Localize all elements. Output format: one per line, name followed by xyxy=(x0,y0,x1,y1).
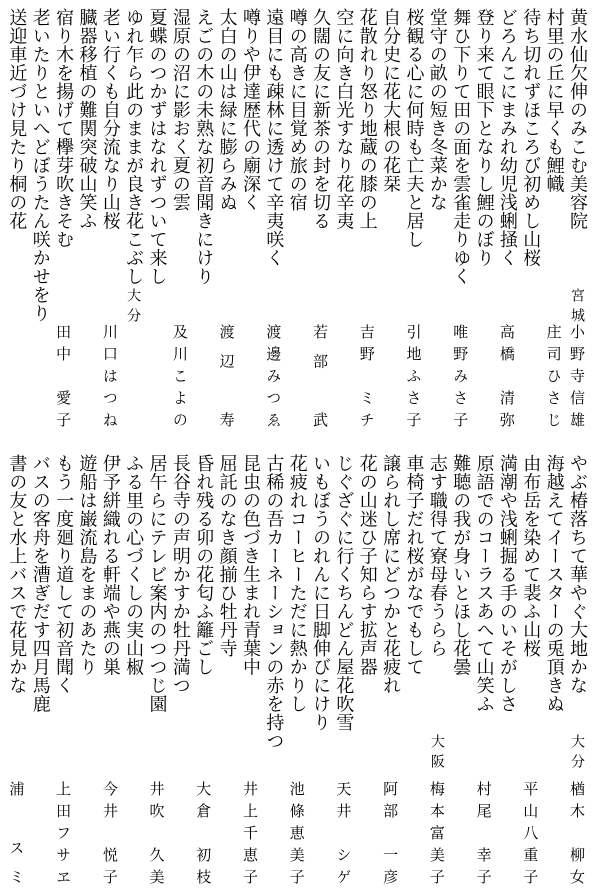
haiku-column xyxy=(101,454,124,886)
author-name: 引地ふさ子 xyxy=(404,324,423,429)
author-name: 浦 スミ xyxy=(7,781,26,886)
haiku-column xyxy=(569,8,592,429)
haiku-text: 花散れり怒り地蔵の膝の上 xyxy=(356,8,378,230)
haiku-column xyxy=(335,8,358,429)
haiku-text: 昏れ残る卯の花匂ふ籬ごし xyxy=(193,454,215,676)
haiku-column xyxy=(335,454,358,886)
haiku-column xyxy=(522,454,545,886)
haiku-text: 原語でのコーラスあへて山笑ふ xyxy=(473,454,495,713)
haiku-text: 満潮や浅蜊掘る手のいそがしさ xyxy=(496,454,518,713)
haiku-text: 臓器移植の難関突破山笑ふ xyxy=(76,8,98,230)
haiku-column xyxy=(31,8,54,429)
haiku-block-bottom xyxy=(8,454,592,886)
haiku-text: 由布岳を染めて裴ふ山桜 xyxy=(520,454,542,658)
haiku-text: 送迎車近づけ見たり桐の花 xyxy=(6,8,28,230)
haiku-column xyxy=(288,454,311,886)
haiku-column xyxy=(382,8,405,429)
haiku-text: ふる里の心づくしの実山椒 xyxy=(123,454,145,676)
haiku-column xyxy=(169,454,195,886)
haiku-text: ゆれ乍ら此のままが良き花こぶし xyxy=(123,8,145,286)
haiku-column xyxy=(569,454,592,886)
author-name: 阿部 一彦 xyxy=(381,781,400,886)
haiku-text: 湿原の沼に影おく夏の雲 xyxy=(169,8,191,212)
author-name: 池條恵美子 xyxy=(287,781,306,886)
haiku-text: どろんこにまみれ幼児浅蜊掻く xyxy=(496,8,518,267)
haiku-column xyxy=(545,8,568,429)
prefecture-label: 大分 xyxy=(125,288,142,328)
haiku-column xyxy=(496,454,522,886)
haiku-column xyxy=(452,454,475,886)
haiku-text: 長谷寺の声明かすか牡丹満つ xyxy=(169,454,191,695)
haiku-column xyxy=(8,8,31,429)
haiku-text: 黄水仙欠伸のみこむ美容院 xyxy=(567,8,588,230)
author-name: 庄司ひさじ xyxy=(544,324,563,429)
prefecture-label: 大分 xyxy=(569,734,585,774)
haiku-column xyxy=(312,454,335,886)
haiku-column xyxy=(125,8,148,429)
haiku-text: 譲られし席にどつかと花疲れ xyxy=(380,454,402,695)
haiku-text: 老い行くも自分流なり山桜 xyxy=(99,8,121,230)
haiku-text: 居午らにテレビ案内のつつじ園 xyxy=(146,454,168,713)
haiku-column xyxy=(265,8,288,429)
haiku-text: じぐざぐに行くちんどん屋花吹雪 xyxy=(333,454,355,732)
author-name: 田中 愛子 xyxy=(54,324,73,429)
prefecture-label: 宮城 xyxy=(569,288,585,328)
haiku-column xyxy=(78,454,101,886)
haiku-column xyxy=(265,454,288,886)
haiku-text: バスの客舟を漕ぎだす四月馬鹿 xyxy=(29,454,51,713)
haiku-text: 村里の丘に早くも鯉幟 xyxy=(543,8,565,193)
haiku-column xyxy=(382,454,405,886)
haiku-text: いもぼうのれんに日脚伸びにけり xyxy=(310,454,332,732)
haiku-text: 古稀の吾カーネーションの赤を持つ xyxy=(263,454,285,750)
haiku-column xyxy=(218,454,241,886)
haiku-text: 遊船は巌流島をまのあたり xyxy=(76,454,98,676)
haiku-column xyxy=(169,8,195,429)
haiku-column xyxy=(55,8,78,429)
haiku-text: 屈託のなき顔揃ひ牡丹寺 xyxy=(216,454,238,658)
haiku-text: 伊予絣織れる軒端や燕の巣 xyxy=(99,454,121,676)
author-name: 及川こよの xyxy=(170,324,189,429)
haiku-text: 昆虫の色づき生まれ青葉中 xyxy=(239,454,261,676)
author-name: 平山八重子 xyxy=(521,781,540,886)
haiku-text: 志す職得て寮母春うらら xyxy=(426,454,448,658)
haiku-column xyxy=(545,454,568,886)
haiku-column xyxy=(101,8,124,429)
haiku-column xyxy=(195,454,218,886)
author-name: 渡辺 寿 xyxy=(217,324,236,429)
author-name: 川口はつね xyxy=(100,324,119,429)
haiku-column xyxy=(31,454,54,886)
haiku-text: 難聴の我が身いとほし花曇 xyxy=(450,454,472,676)
haiku-column xyxy=(522,8,545,429)
haiku-text: 夏蝶のつかずはなれずついて来し xyxy=(146,8,168,286)
haiku-column xyxy=(452,8,475,429)
haiku-text: 遠目にも疎林に透けて辛夷咲く xyxy=(263,8,285,267)
haiku-text: 宿り木を揚げて欅芽吹きそむ xyxy=(53,8,75,249)
haiku-column xyxy=(428,454,451,886)
haiku-text: 堂守の畝の短き冬菜かな xyxy=(426,8,448,212)
haiku-text: 舞ひ下りて田の面を雲雀走りゆく xyxy=(450,8,472,286)
haiku-column xyxy=(288,8,311,429)
haiku-text: やぶ椿落ちて華やぐ大地かな xyxy=(567,454,588,695)
haiku-text: 空に向き白光すなり花辛夷 xyxy=(333,8,355,230)
author-name: 吉野 ミチ xyxy=(357,324,376,429)
haiku-text: もう一度廻り道して初音聞く xyxy=(53,454,75,695)
author-name: 若部 武 xyxy=(311,324,330,429)
haiku-text: 待ち切れずほころび初めし山桜 xyxy=(520,8,542,267)
haiku-column xyxy=(475,8,498,429)
haiku-column xyxy=(218,8,241,429)
author-name: 高橋 清弥 xyxy=(497,324,516,429)
haiku-column xyxy=(428,8,451,429)
haiku-text: 花疲れコーヒーただに熱かりし xyxy=(286,454,308,713)
haiku-column xyxy=(405,8,428,429)
haiku-column xyxy=(405,454,428,886)
haiku-text: 老いたりといへどぼうたん咲かせをり xyxy=(29,8,51,323)
author-name: 小野寺信雄 xyxy=(568,324,586,429)
haiku-text: 車椅子だれ桜がなでもして xyxy=(403,454,425,676)
author-name: 今井 悦子 xyxy=(100,781,119,886)
author-name: 村尾 幸子 xyxy=(474,781,493,886)
haiku-column xyxy=(239,8,265,429)
haiku-column xyxy=(358,454,381,886)
haiku-text: 久闊の友に新茶の封を切る xyxy=(310,8,332,230)
haiku-column xyxy=(239,454,265,886)
haiku-column xyxy=(148,454,171,886)
haiku-column xyxy=(8,454,31,886)
haiku-block-top xyxy=(8,8,592,429)
haiku-text: 登り来て眼下となりし鯉のぼり xyxy=(473,8,495,267)
haiku-text: えごの木の未熟な初音聞きにけり xyxy=(193,8,215,286)
haiku-column xyxy=(55,454,78,886)
author-name: 渡邊みつゑ xyxy=(264,324,283,429)
haiku-text: 噂りや伊達歴代の廟深く xyxy=(239,8,261,212)
haiku-column xyxy=(78,8,101,429)
haiku-text: 太白の山は緑に膨らみぬ xyxy=(216,8,238,212)
author-name: 唯野みさ子 xyxy=(451,324,470,429)
haiku-text: 噂の高きに目覚め旅の宿 xyxy=(286,8,308,212)
haiku-text: 花の山迷ひ子知らす拡声器 xyxy=(356,454,378,676)
author-name: 楢木 柳女 xyxy=(568,781,586,886)
haiku-text: 書の友と水上バスで花見かな xyxy=(6,454,28,695)
haiku-text: 自分史に花大根の花栞 xyxy=(380,8,402,193)
author-name: 天井 シゲ xyxy=(334,781,353,886)
prefecture-label: 大阪 xyxy=(428,734,445,774)
author-name: 大倉 初枝 xyxy=(194,781,213,886)
author-name: 井上千恵子 xyxy=(240,781,259,886)
haiku-column xyxy=(125,454,148,886)
haiku-column xyxy=(312,8,335,429)
haiku-column xyxy=(496,8,522,429)
haiku-text: 海越えてイースターの兎頂きぬ xyxy=(543,454,565,713)
haiku-column xyxy=(195,8,218,429)
haiku-column xyxy=(358,8,381,429)
author-name: 上田フサヱ xyxy=(54,781,73,886)
haiku-column xyxy=(475,454,498,886)
author-name: 梅本富美子 xyxy=(427,781,446,886)
haiku-text: 桜観る心に何時も亡夫と居し xyxy=(403,8,425,249)
haiku-column xyxy=(148,8,171,429)
author-name: 井吹 久美 xyxy=(147,781,166,886)
